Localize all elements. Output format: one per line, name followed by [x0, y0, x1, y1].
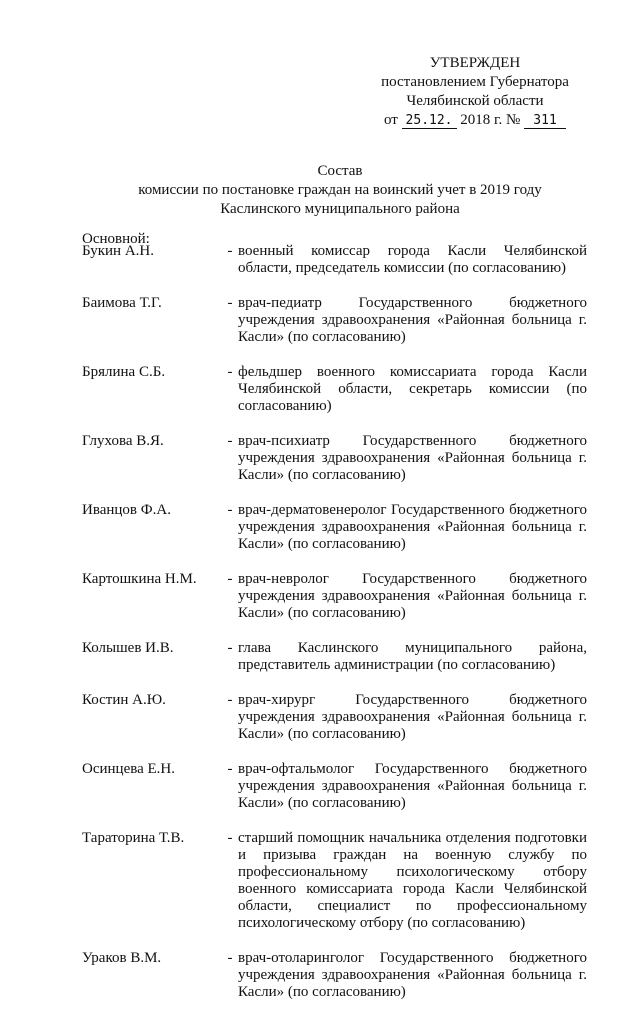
approval-heading: УТВЕРЖДЕН: [429, 55, 521, 71]
members-list: [82, 243, 587, 1019]
title-line-3: Каслинского муниципального района: [220, 201, 460, 217]
member-dash: -: [227, 830, 233, 846]
approval-line-1: постановлением Губернатора: [381, 74, 569, 90]
member-name: Костин А.Ю.: [82, 692, 166, 708]
member-name: Картошкина Н.М.: [82, 571, 197, 587]
approval-block: [360, 54, 590, 130]
member-role: военный комиссар города Касли Челябинской области, председатель комиссии (по согласованию): [238, 243, 587, 276]
member-role: врач-педиатр Государственного бюджетного учреждения здравоохранения «Районная больница г. Касли» (по согласованию): [238, 295, 587, 345]
section-label: Основной:: [82, 231, 150, 247]
approval-line-2: Челябинской области: [406, 93, 544, 109]
member-role: старший помощник начальника отделения подготовки и призыва граждан на военную службу по профессиональному психологическому отбору военного комиссариата города Касли Челябинской области, специалист по профессиональному психологическому отбору (по согласованию): [238, 830, 587, 931]
document-title: [60, 162, 620, 219]
member-role: врач-офтальмолог Государственного бюджетного учреждения здравоохранения «Районная больница г. Касли» (по согласованию): [238, 761, 587, 811]
approval-date: 25.12.: [402, 113, 457, 129]
member-dash: -: [227, 502, 233, 518]
member-role: врач-дерматовенеролог Государственного бюджетного учреждения здравоохранения «Районная больница г. Касли» (по согласованию): [238, 502, 587, 552]
member-role: врач-психиатр Государственного бюджетного учреждения здравоохранения «Районная больница г. Касли» (по согласованию): [238, 433, 587, 483]
member-row: [82, 571, 587, 622]
title-line-1: Состав: [317, 163, 363, 179]
member-dash: -: [227, 692, 233, 708]
member-row: [82, 295, 587, 346]
member-name: Баимова Т.Г.: [82, 295, 162, 311]
member-row: [82, 640, 587, 674]
member-name: Осинцева Е.Н.: [82, 761, 176, 777]
member-row: [82, 433, 587, 484]
member-dash: -: [227, 571, 233, 587]
member-row: [82, 364, 587, 415]
member-role: врач-хирург Государственного бюджетного учреждения здравоохранения «Районная больница г. Касли» (по согласованию): [238, 692, 587, 742]
member-dash: -: [227, 364, 233, 380]
member-dash: -: [227, 640, 233, 656]
member-name: Тараторина Т.В.: [82, 830, 185, 846]
member-row: [82, 830, 587, 932]
member-row: [82, 243, 587, 277]
approval-year: 2018 г. №: [460, 112, 521, 128]
member-role: врач-отоларинголог Государственного бюджетного учреждения здравоохранения «Районная больница г. Касли» (по согласованию): [238, 950, 587, 1000]
member-role: фельдшер военного комиссариата города Касли Челябинской области, секретарь комиссии (по согласованию): [238, 364, 587, 414]
member-dash: -: [227, 243, 233, 259]
member-row: [82, 761, 587, 812]
member-role: глава Каслинского муниципального района, представитель администрации (по согласованию): [238, 640, 587, 673]
member-row: [82, 950, 587, 1001]
member-name: Иванцов Ф.А.: [82, 502, 171, 518]
member-row: [82, 692, 587, 743]
member-name: Глухова В.Я.: [82, 433, 164, 449]
member-dash: -: [227, 950, 233, 966]
date-prefix: от: [383, 112, 398, 128]
member-dash: -: [227, 295, 233, 311]
member-dash: -: [227, 761, 233, 777]
approval-number: 311: [524, 113, 566, 129]
member-role: врач-невролог Государственного бюджетного учреждения здравоохранения «Районная больница г. Касли» (по согласованию): [238, 571, 587, 621]
member-name: Ураков В.М.: [82, 950, 162, 966]
member-name: Колышев И.В.: [82, 640, 174, 656]
member-name: Букин А.Н.: [82, 243, 154, 259]
title-line-2: комиссии по постановке граждан на воинский учет в 2019 году: [138, 182, 542, 198]
member-row: [82, 502, 587, 553]
approval-date-line: [360, 111, 590, 130]
member-dash: -: [227, 433, 233, 449]
member-name: Брялина С.Б.: [82, 364, 166, 380]
